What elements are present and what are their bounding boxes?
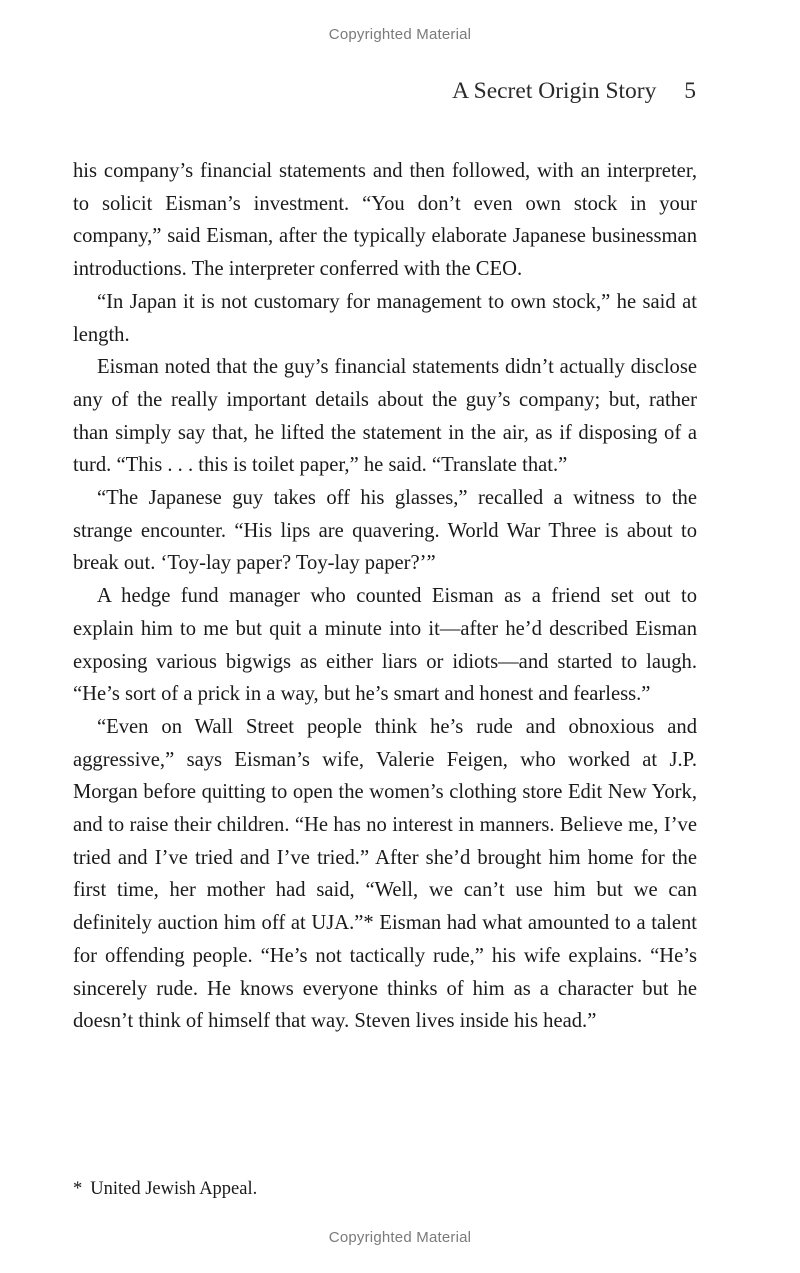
paragraph: his company’s financial statements and then followed, with an interpreter, to solicit Eisman’s investment. “You don’t even own stock in your company,” said Eisman, after the typically elaborate Japanese businessman introductions. The interpreter conferred with the CEO. — [73, 160, 697, 281]
watermark-bottom: Copyrighted Material — [328, 1229, 472, 1246]
running-head — [452, 78, 696, 105]
watermark-top: Copyrighted Material — [328, 26, 472, 43]
paragraph: “Even on Wall Street people think he’s rude and obnoxious and aggressive,” says Eisman’s wife, Valerie Feigen, who worked at J.P. Morgan before quitting to open the women’s clothing store Edit New York, and to raise their children. “He has no interest in manners. Believe me, I’ve tried and I’ve tried and I’ve tried.” After she’d brought him home for the first time, her mother had said, “Well, we can’t use him but we can definitely auction him off at UJA.”* Eisman had what amounted to a talent for offending people. “He’s not tactically rude,” his wife explains. “He’s sincerely rude. He knows everyone thinks of him as a character but he doesn’t think of himself that way. Steven lives inside his head.” — [73, 715, 697, 1033]
body-text — [73, 155, 697, 1038]
footnote — [73, 1176, 697, 1202]
paragraph: “In Japan it is not customary for management to own stock,” he said at length. — [73, 290, 697, 346]
footnote-text: United Jewish Appeal. — [90, 1179, 258, 1199]
footnote-mark: * — [73, 1179, 83, 1199]
paragraph: “The Japanese guy takes off his glasses,” recalled a witness to the strange encounter. “His lips are quavering. World War Three is about to break out. ‘Toy-lay paper? Toy-lay paper?’” — [73, 487, 697, 575]
paragraph: Eisman noted that the guy’s financial statements didn’t actually disclose any of the really important details about the guy’s company; but, rather than simply say that, he lifted the statement in the air, as if disposing of a turd. “This . . . this is toilet paper,” he said. “Translate that.” — [73, 356, 697, 477]
page-number: 5 — [684, 78, 696, 104]
chapter-title: A Secret Origin Story — [452, 78, 657, 104]
paragraph: A hedge fund manager who counted Eisman as a friend set out to explain him to me but quit a minute into it—after he’d described Eisman exposing various bigwigs as either liars or idiots—and started to laugh. “He’s sort of a prick in a way, but he’s smart and honest and fearless.” — [73, 585, 697, 706]
